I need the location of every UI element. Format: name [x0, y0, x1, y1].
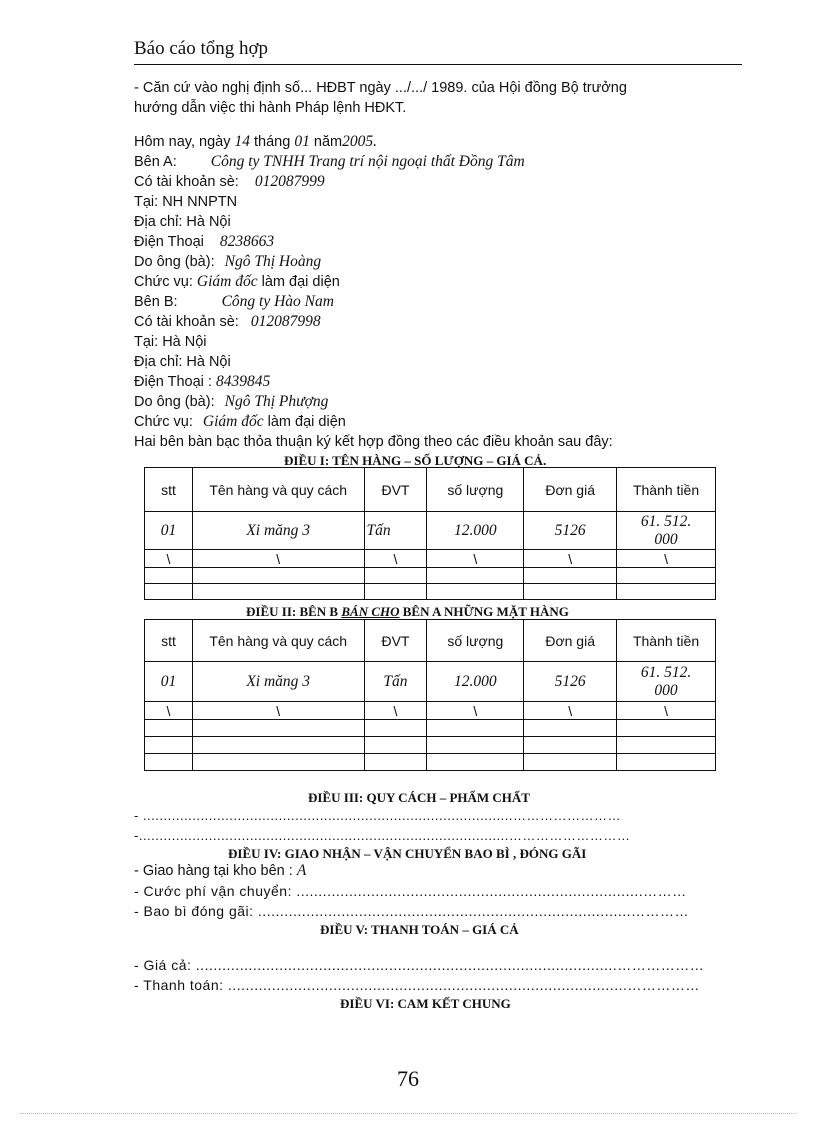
party-a-role-suffix: làm đại diện — [261, 274, 340, 290]
party-b-role-label: Chức vụ: — [134, 414, 193, 430]
article-3-line-1: - ..........................................................................................…………………… — [134, 808, 622, 823]
date-month-label: tháng — [254, 134, 291, 150]
party-b-account: 012087998 — [250, 313, 321, 330]
party-a-phone-label: Điện Thoại — [134, 234, 204, 250]
party-b-rep-line — [134, 392, 328, 412]
party-a-rep-label: Do ông (bà): — [134, 254, 215, 270]
intro-line-1: - Căn cứ vào nghị định số... HĐBT ngày .../.../ 1989. của Hội đồng Bộ trưởng — [134, 80, 627, 96]
party-b-phone-label: Điện Thoại : — [134, 374, 212, 390]
col-stt: stt — [145, 468, 193, 512]
party-a-address-line — [134, 212, 231, 232]
party-a-phone: 8238663 — [219, 233, 275, 250]
party-a-name: Công ty TNHH Trang trí nội ngoại thất Đồng Tâm — [210, 153, 525, 170]
party-a-bank: NH NNPTN — [162, 194, 238, 210]
payment-line: - Thanh toán: ...........................................................................................…………… — [134, 977, 700, 993]
party-b-account-line — [134, 312, 321, 332]
article-6-title: ĐIỀU VI: CAM KẾT CHUNG — [340, 996, 511, 1011]
article-5-title: ĐIỀU V: THANH TOÁN – GIÁ CẢ — [320, 922, 519, 937]
date-year-label: năm — [313, 134, 343, 150]
cell-total: 61. 512. 000 — [617, 662, 716, 702]
party-b-role: Giám đốc — [202, 413, 264, 430]
article-2-title: ĐIỀU II: BÊN B BÁN CHO BÊN A NHỮNG MẶT HÀNG — [246, 604, 569, 619]
party-a-bank-line — [134, 192, 237, 212]
party-a-rep-line — [134, 252, 321, 272]
party-b-bank-line — [134, 332, 207, 352]
party-b-name: Công ty Hào Nam — [221, 293, 334, 310]
freight-line: - Cước phí vận chuyển: ...............................................................................……… — [134, 883, 687, 899]
table-row: \ \ \ \ \ \ — [145, 550, 716, 568]
table-row: \ \ \ \ \ \ — [145, 702, 716, 720]
party-a-phone-line — [134, 232, 274, 252]
footer-dotted-rule — [20, 1113, 796, 1114]
party-b-phone: 8439845 — [215, 373, 271, 390]
article-1-table — [144, 467, 716, 600]
col-qty: số lượng — [427, 620, 524, 662]
agreement-line: Hai bên bàn bạc thỏa thuận ký kết hợp đồng theo các điều khoản sau đây: — [134, 434, 613, 450]
article-3-line-2: -..........................................................................................……………………… — [134, 828, 631, 843]
party-a-rep: Ngô Thị Hoàng — [224, 253, 322, 270]
party-a-role: Giám đốc — [196, 273, 258, 290]
party-a-role-label: Chức vụ: — [134, 274, 193, 290]
table-header-row — [145, 468, 716, 512]
col-qty: số lượng — [427, 468, 524, 512]
cell-qty: 12.000 — [427, 662, 524, 702]
col-stt: stt — [145, 620, 193, 662]
table-row — [145, 662, 716, 702]
party-b-bank: Hà Nội — [162, 334, 207, 350]
date-day: 14 — [234, 133, 250, 150]
cell-unit: Tấn — [364, 512, 427, 550]
party-b-address-line — [134, 352, 231, 372]
article-3-title: ĐIỀU III: QUY CÁCH – PHẨM CHẤT — [308, 790, 530, 805]
col-name: Tên hàng và quy cách — [192, 620, 364, 662]
table-row — [145, 512, 716, 550]
party-b-rep: Ngô Thị Phượng — [224, 393, 329, 410]
party-b-line — [134, 292, 334, 312]
article-1-title: ĐIỀU I: TÊN HÀNG – SỐ LƯỢNG – GIÁ CẢ. — [284, 453, 547, 468]
date-month: 01 — [294, 133, 310, 150]
date-year: 2005. — [342, 133, 377, 150]
party-a-address: Hà Nội — [186, 214, 231, 230]
party-a-line — [134, 152, 525, 172]
cell-price: 5126 — [524, 512, 617, 550]
party-a-account: 012087999 — [254, 173, 325, 190]
cell-stt: 01 — [145, 512, 193, 550]
col-total: Thành tiền — [617, 468, 716, 512]
intro-line-2: hướng dẫn việc thi hành Pháp lệnh HĐKT. — [134, 100, 407, 116]
page-number: 76 — [397, 1066, 419, 1091]
col-unit: ĐVT — [364, 468, 427, 512]
article-2-table — [144, 619, 716, 771]
party-a-label: Bên A: — [134, 154, 177, 170]
article-4-title: ĐIỀU IV: GIAO NHẬN – VẬN CHUYỂN BAO BÌ , ĐÓNG GÃI — [228, 846, 587, 861]
table-row — [145, 720, 716, 737]
party-a-bank-label: Tại: — [134, 194, 159, 210]
delivery-value: A — [296, 862, 307, 879]
delivery-line — [134, 861, 306, 881]
party-b-address-label: Địa chỉ: — [134, 354, 183, 370]
header-rule — [134, 64, 742, 65]
cell-total: 61. 512. 000 — [617, 512, 716, 550]
party-a-role-line — [134, 272, 340, 292]
party-b-rep-label: Do ông (bà): — [134, 394, 215, 410]
delivery-label: - Giao hàng tại kho bên : — [134, 863, 293, 879]
party-b-role-suffix: làm đại diện — [267, 414, 346, 430]
cell-stt: 01 — [145, 662, 193, 702]
col-total: Thành tiền — [617, 620, 716, 662]
cell-price: 5126 — [524, 662, 617, 702]
price-line: - Giá cả: ................................................................................................……………… — [134, 957, 705, 973]
cell-name: Xi măng 3 — [192, 662, 364, 702]
col-unit: ĐVT — [364, 620, 427, 662]
party-b-phone-line — [134, 372, 270, 392]
party-b-bank-label: Tại: — [134, 334, 159, 350]
table-row — [145, 584, 716, 600]
col-name: Tên hàng và quy cách — [192, 468, 364, 512]
table-row — [145, 737, 716, 754]
party-a-account-line — [134, 172, 325, 192]
party-a-account-label: Có tài khoản sè: — [134, 174, 239, 190]
party-b-address: Hà Nội — [186, 354, 231, 370]
date-line — [134, 132, 377, 152]
cell-unit: Tấn — [364, 662, 427, 702]
col-price: Đơn giá — [524, 468, 617, 512]
cell-name: Xi măng 3 — [192, 512, 364, 550]
packing-line: - Bao bì đóng gãi: .....................................................................................………… — [134, 903, 690, 919]
col-price: Đơn giá — [524, 620, 617, 662]
party-b-role-line — [134, 412, 346, 432]
party-b-account-label: Có tài khoản sè: — [134, 314, 239, 330]
party-a-address-label: Địa chỉ: — [134, 214, 183, 230]
date-prefix: Hôm nay, ngày — [134, 134, 231, 150]
cell-qty: 12.000 — [427, 512, 524, 550]
party-b-label: Bên B: — [134, 294, 178, 310]
table-header-row — [145, 620, 716, 662]
table-row — [145, 568, 716, 584]
table-row — [145, 754, 716, 771]
document-header: Báo cáo tổng hợp — [134, 38, 269, 59]
